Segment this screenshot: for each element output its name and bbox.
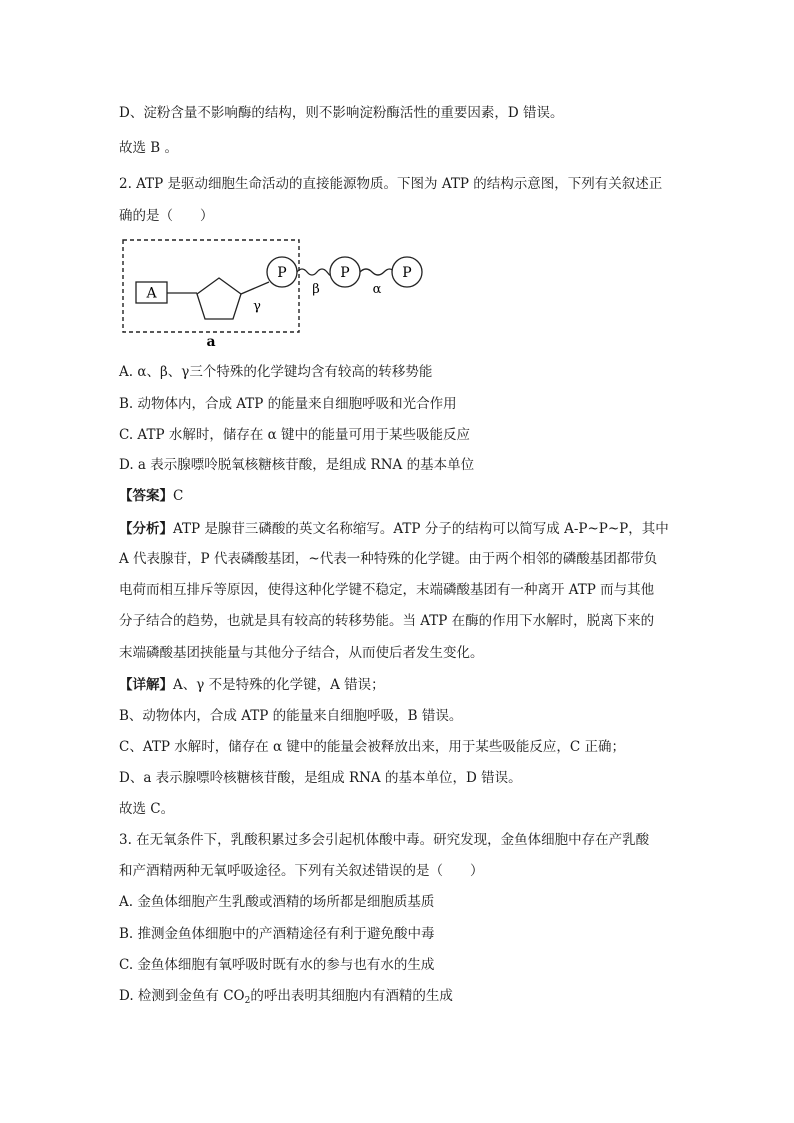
q2-option-b: B. 动物体内，合成 ATP 的能量来自细胞呼吸和光合作用 — [119, 396, 457, 412]
phosphate-3-label: P — [402, 265, 412, 281]
q2-stem-line1: 2. ATP 是驱动细胞生命活动的直接能源物质。下图为 ATP 的结构示意图，下列有关叙述正 — [119, 176, 663, 192]
beta-bond-label: β — [312, 282, 320, 297]
ribose-pentagon — [197, 278, 241, 319]
q2-option-c: C. ATP 水解时，储存在 α 键中的能量可用于某些吸能反应 — [119, 427, 471, 443]
co2-subscript: 2 — [244, 996, 251, 1006]
q2-analysis-line2: A 代表腺苷，P 代表磷酸基团，~代表一种特殊的化学键。由于两个相邻的磷酸基团都带负 — [119, 551, 658, 567]
nucleotide-a-label: a — [206, 334, 216, 348]
alpha-bond-label: α — [372, 282, 382, 297]
q2-analysis-line5: 末端磷酸基团挟能量与其他分子结合，从而使后者发生变化。 — [119, 645, 484, 661]
q3-option-b: B. 推测金鱼体细胞中的产酒精途径有利于避免酸中毒 — [119, 926, 435, 942]
q2-detail-line3: C、ATP 水解时，储存在 α 键中的能量会被释放出来，用于某些吸能反应，C 正确； — [119, 739, 626, 755]
q2-detail-line2: B、动物体内，合成 ATP 的能量来自细胞呼吸，B 错误。 — [119, 708, 463, 724]
q2-option-a: A. α、β、γ三个特殊的化学键均含有较高的转移势能 — [119, 364, 433, 380]
prev-option-d: D、淀粉含量不影响酶的结构，则不影响淀粉酶活性的重要因素，D 错误。 — [119, 105, 564, 121]
q3-option-d-pre: D. 检测到金鱼有 CO — [119, 988, 245, 1004]
adenine-label: A — [146, 285, 157, 302]
q3-stem-line1: 3. 在无氧条件下，乳酸积累过多会引起机体酸中毒。研究发现，金鱼体细胞中存在产乳酸 — [119, 832, 650, 848]
q2-answer-line — [119, 487, 183, 505]
high-energy-bond-alpha — [360, 269, 394, 275]
prev-choice: 故选 B 。 — [119, 140, 179, 156]
q2-detail-line1 — [119, 676, 385, 694]
q2-choice: 故选 C。 — [119, 801, 175, 817]
phosphate-2-label: P — [340, 265, 350, 281]
analysis-text: ATP 是腺苷三磷酸的英文名称缩写。ATP 分子的结构可以简写成 A-P~P~P，其中 — [173, 521, 669, 537]
q3-option-a: A. 金鱼体细胞产生乳酸或酒精的场所都是细胞质基质 — [119, 894, 435, 910]
q2-analysis-line3: 电荷而相互排斥等原因，使得这种化学键不稳定，末端磷酸基团有一种离开 ATP 而与其他 — [119, 582, 655, 598]
phosphate-1-label: P — [277, 265, 287, 281]
detail-tag: 【详解】 — [119, 677, 173, 693]
q3-stem-line2: 和产酒精两种无氧呼吸途径。下列有关叙述错误的是（ ） — [119, 863, 484, 879]
q3-option-d — [119, 987, 453, 1005]
q3-option-c: C. 金鱼体细胞有氧呼吸时既有水的参与也有水的生成 — [119, 957, 435, 973]
q2-analysis-line1 — [119, 520, 669, 538]
bond-ribose-phosphate — [241, 282, 269, 294]
high-energy-bond-beta — [297, 269, 330, 275]
q2-detail-line4: D、a 表示腺嘌呤核糖核苷酸，是组成 RNA 的基本单位，D 错误。 — [119, 770, 522, 786]
answer-value: C — [173, 488, 184, 504]
analysis-tag: 【分析】 — [119, 521, 173, 537]
q2-stem-line2: 确的是（ ） — [119, 208, 214, 224]
gamma-bond-label: γ — [253, 299, 261, 314]
q3-option-d-post: 的呼出表明其细胞内有酒精的生成 — [250, 988, 453, 1004]
atp-structure-diagram — [119, 236, 429, 348]
detail-text: A、γ 不是特殊的化学键，A 错误； — [173, 677, 385, 693]
q2-option-d: D. a 表示腺嘌呤脱氧核糖核苷酸，是组成 RNA 的基本单位 — [119, 457, 475, 473]
q2-analysis-line4: 分子结合的趋势，也就是具有较高的转移势能。当 ATP 在酶的作用下水解时，脱离下来的 — [119, 613, 655, 629]
answer-tag: 【答案】 — [119, 488, 173, 504]
